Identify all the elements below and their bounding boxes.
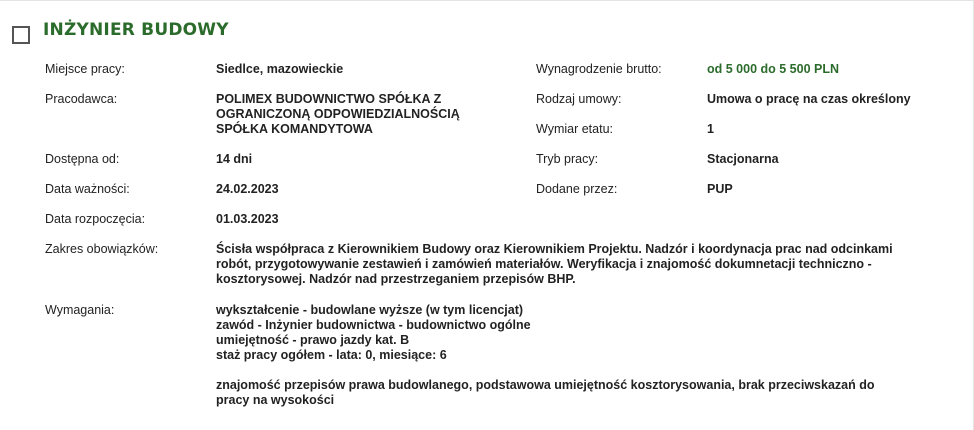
requirement-extra-line: pracy na wysokości	[216, 393, 335, 407]
location-value: Siedlce, mazowieckie	[216, 62, 344, 76]
duties-line: robót, przygotowywanie zestawień i zamówień materiałów. Weryfikacja i znajomość dokumnetacji techniczno -	[216, 257, 872, 271]
salary-value: od 5 000 do 5 500 PLN	[707, 62, 839, 76]
requirement-extra-line: znajomość przepisów prawa budowlanego, podstawowa umiejętność kosztorysowania, brak przeciwskazań do	[216, 378, 875, 392]
duties-line: kosztorysowej. Nadzór nad przestrzeganiem przepisów BHP.	[216, 272, 576, 286]
requirement-item: umiejętność - prawo jazdy kat. B	[216, 333, 410, 347]
added-by-value: PUP	[707, 182, 733, 196]
requirements-list	[216, 303, 956, 408]
employer-value	[216, 92, 460, 137]
salary-label: Wynagrodzenie brutto:	[536, 62, 662, 76]
location-label: Miejsce pracy:	[45, 62, 125, 76]
employer-line: SPÓŁKA KOMANDYTOWA	[216, 122, 373, 136]
available-from-value: 14 dni	[216, 152, 253, 166]
job-title[interactable]: INŻYNIER BUDOWY	[43, 20, 229, 40]
work-mode-value: Stacjonarna	[707, 152, 779, 166]
requirement-item: zawód - Inżynier budownictwa - budownictwo ogólne	[216, 318, 531, 332]
employer-label: Pracodawca:	[45, 92, 118, 106]
duties-label: Zakres obowiązków:	[45, 242, 159, 256]
duties-text	[216, 242, 956, 287]
expiry-date-value: 24.02.2023	[216, 182, 279, 196]
requirement-item: staż pracy ogółem - lata: 0, miesiące: 6	[216, 348, 447, 362]
contract-type-value: Umowa o pracę na czas określony	[707, 92, 911, 106]
added-by-label: Dodane przez:	[536, 182, 618, 196]
fte-label: Wymiar etatu:	[536, 122, 613, 136]
employer-line: OGRANICZONĄ ODPOWIEDZIALNOŚCIĄ	[216, 107, 460, 121]
contract-type-label: Rodzaj umowy:	[536, 92, 622, 106]
fte-value: 1	[707, 122, 714, 136]
select-offer-checkbox[interactable]	[12, 26, 30, 44]
requirements-label: Wymagania:	[45, 303, 115, 317]
duties-line: Ścisła współpraca z Kierownikiem Budowy oraz Kierownikiem Projektu. Nadzór i koordynacja prac nad odcinkami	[216, 242, 893, 256]
requirement-item: wykształcenie - budowlane wyższe (w tym licencjat)	[216, 303, 524, 317]
work-mode-label: Tryb pracy:	[536, 152, 599, 166]
start-date-label: Data rozpoczęcia:	[45, 212, 146, 226]
available-from-label: Dostępna od:	[45, 152, 120, 166]
employer-line: POLIMEX BUDOWNICTWO SPÓŁKA Z	[216, 92, 442, 106]
expiry-date-label: Data ważności:	[45, 182, 130, 196]
start-date-value: 01.03.2023	[216, 212, 279, 226]
requirements-spacer	[216, 363, 956, 378]
